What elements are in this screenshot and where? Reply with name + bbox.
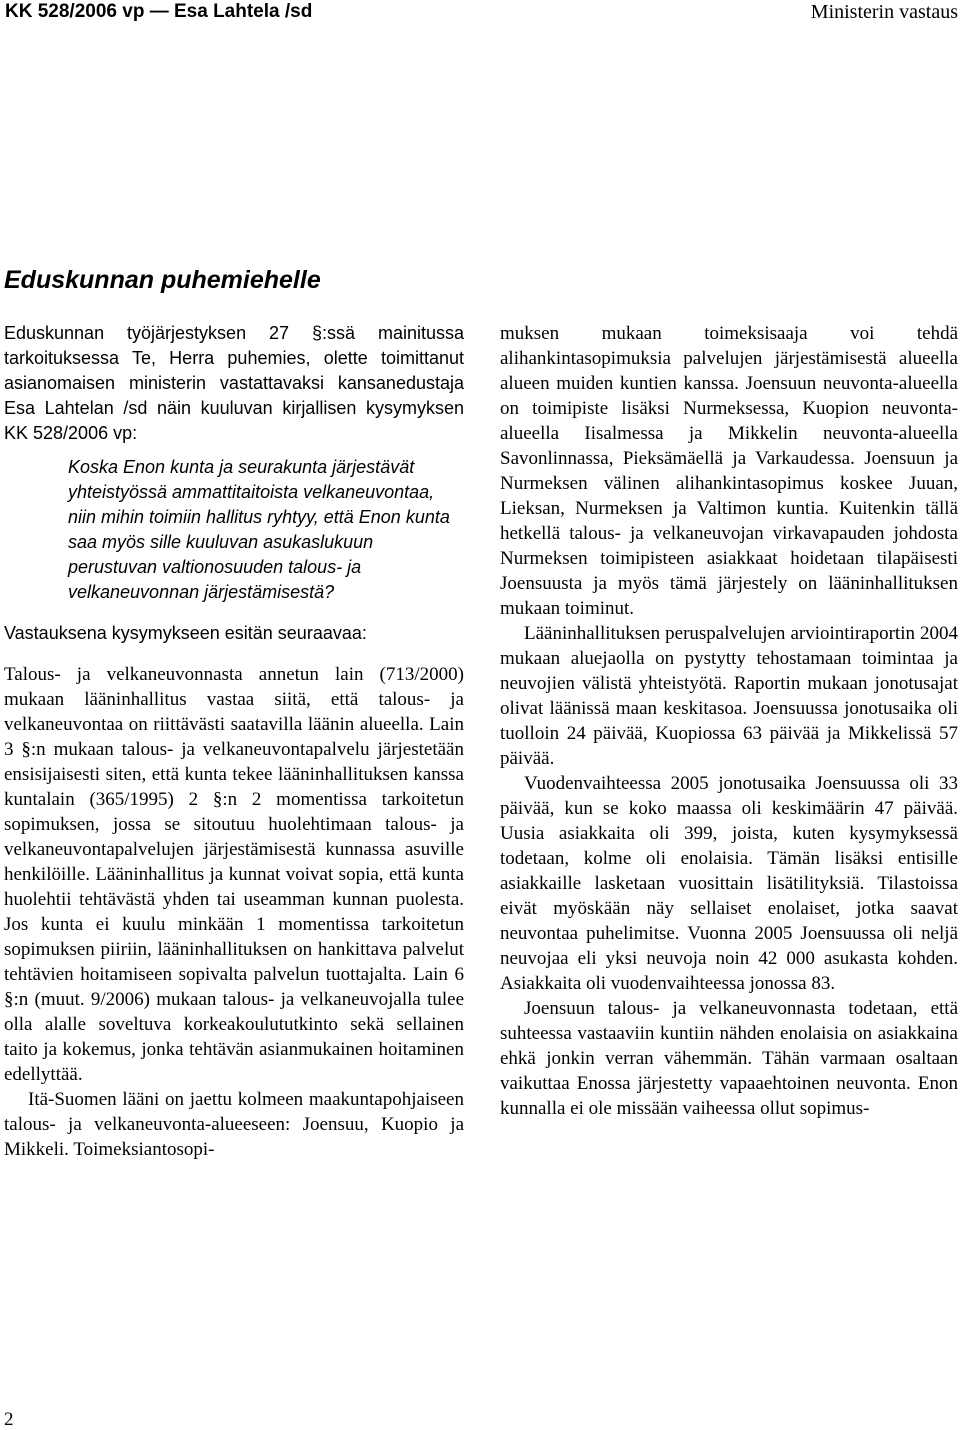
- running-header-left: KK 528/2006 vp — Esa Lahtela /sd: [5, 1, 313, 22]
- right-column: [500, 321, 958, 1121]
- answer-intro: Vastauksena kysymykseen esitän seuraavaa:: [4, 623, 367, 643]
- left-paragraph-1: Talous- ja velkaneuvonnasta annetun lain (713/2000) mukaan lääninhallitus vastaa siitä, että talous- ja velkaneuvontaa on riittävästi saatavilla läänin alueella. Lain 3 §:n mukaan talous- ja velkaneuvontapalvelu järjestetään ensisijaisesti siten, että kunta tekee lääninhallituksen kanssa kuntalain (365/1995) 2 §:n 2 momentissa tarkoitetun sopimuksen, jossa se sitoutuu huolehtimaan talous- ja velkaneuvontapalvelujen järjestämisestä kunnassa asuville henkilöille. Lääninhallitus ja kunnat voivat sopia, että kunta huolehtii tehtävästä yhden tai useamman kunnan puolesta. Jos kunta ei kuulu minkään 1 momentissa tarkoitetun sopimuksen piiriin, lääninhallituksen on hankittava palvelut tehtävien hoitamiseen sopivalta palvelun tuottajalta. Lain 6 §:n (muut. 9/2006) mukaan talous- ja velkaneuvojalla tulee olla alalle soveltuva korkeakoulututkinto sekä sellainen taito ja kokemus, jonka tehtävän asianmukainen hoitaminen edellyttää.: [4, 664, 464, 1085]
- right-paragraph-4: Joensuun talous- ja velkaneuvonnasta todetaan, että suhteessa vastaaviin kuntiin nähden enolaisia on asiakkaina ehkä jonkin verran vähemmän. Tähän varmaan osaltaan vaikuttaa Enossa järjestetty vapaaehtoinen neuvonta. Enon kunnalla ei ole missään vaiheessa ollut sopimus-: [500, 998, 958, 1119]
- right-paragraph-2: Lääninhallituksen peruspalvelujen arviointiraportin 2004 mukaan aluejaolla on pystytty tehostamaan toimintaa ja neuvojien välistä yhteistyötä. Raportin mukaan jonotusajat olivat läänissä maan keskitasoa. Joensuussa jonotusaika oli tuolloin 24 päivää, Kuopiossa 63 päivää ja Mikkelissä 57 päivää.: [500, 623, 958, 769]
- running-header-right: Ministerin vastaus: [810, 1, 958, 23]
- salutation-heading: Eduskunnan puhemiehelle: [4, 266, 321, 294]
- left-column: [4, 321, 464, 1162]
- right-paragraph-1: muksen mukaan toimeksisaaja voi tehdä alihankintasopimuksia palvelujen järjestämisestä alueella alueen muiden kuntien kanssa. Joensuun neuvonta-alueella on toimipiste lisäksi Nurmeksessa, Kuopion neuvonta-alueella Iisalmessa ja Mikkelin neuvonta-alueella Savonlinnassa, Pieksämäellä ja Varkaudessa. Joensuun ja Nurmeksen välinen alihankintasopimus koskee Juuan, Lieksan, Nurmeksen ja Valtimon kuntia. Kuitenkin tällä hetkellä talous- ja velkaneuvojan virkavapauden johdosta Nurmeksen toimipisteen asiakkaat hoidetaan tilapäisesti Joensuusta ja myös tämä järjestely on lääninhallituksen mukaan toiminut.: [500, 323, 958, 619]
- intro-paragraph: Eduskunnan työjärjestyksen 27 §:ssä mainitussa tarkoituksessa Te, Herra puhemies, olette toimittanut asianomaisen ministerin vastattavaksi kansanedustaja Esa Lahtelan /sd näin kuuluvan kirjallisen kysymyksen KK 528/2006 vp:: [4, 323, 464, 443]
- page-number: 2: [4, 1409, 14, 1430]
- left-paragraph-2: Itä-Suomen lääni on jaettu kolmeen maakuntapohjaiseen talous- ja velkaneuvonta-alueeseen: Joensuu, Kuopio ja Mikkeli. Toimeksiantosopi-: [4, 1089, 464, 1160]
- right-paragraph-3: Vuodenvaihteessa 2005 jonotusaika Joensuussa oli 33 päivää, kun se koko maassa oli keskimäärin 47 päivää. Uusia asiakkaita oli 399, joista, kuten kysymyksessä todetaan, kolme oli enolaisia. Tämän lisäksi entisille asiakkaille lasketaan vuosittain lisätilityksiä. Tilastoissa eivät myöskään näy sellaiset enolaiset, jotka saavat neuvontaa puhelimitse. Vuonna 2005 Joensuussa oli neljä neuvojaa eli yksi neuvoja noin 42 000 asukasta kohden. Asiakkaita oli vuodenvaihteessa jonossa 83.: [500, 773, 958, 994]
- question-quote: Koska Enon kunta ja seurakunta järjestävät yhteistyössä ammattitaitoista velkaneuvontaa, niin mihin toimiin hallitus ryhtyy, että Enon kunta saa myös sille kuuluvan asukaslukuun perustuvan valtionosuuden talous- ja velkaneuvonnan järjestämisestä?: [68, 457, 450, 602]
